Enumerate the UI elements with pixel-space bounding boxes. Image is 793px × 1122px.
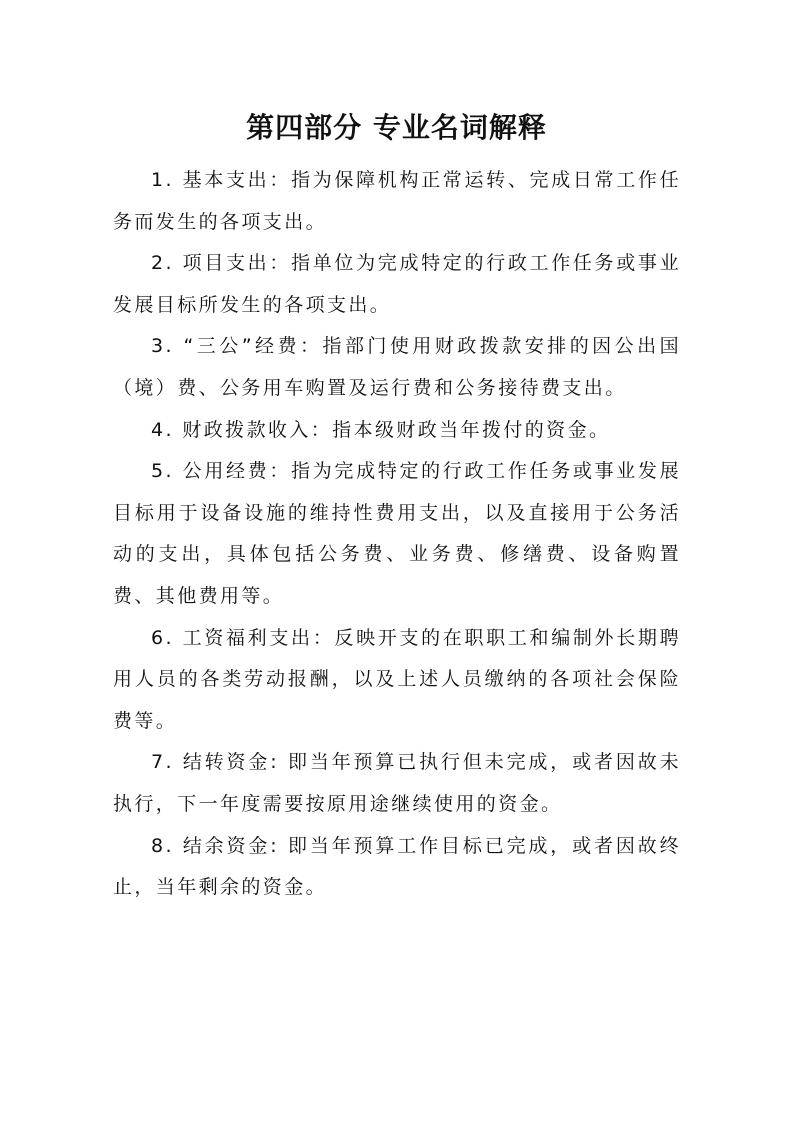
definition-term: 3. “三公”经费： [151,335,323,358]
definition-term: 8. 结余资金: [151,834,280,857]
definition-text: 即当年预算工作目标已完成，或者因故终止，当年剩余的资金。 [113,834,681,899]
definition-list [113,160,681,909]
definition-item-carryover-funds [113,742,681,825]
definition-item-basic-expenditure [113,160,681,243]
definition-term: 5. 公用经费： [151,460,292,483]
definition-text: 指单位为完成特定的行政工作任务或事业发展目标所发生的各项支出。 [113,252,681,316]
definition-item-surplus-funds [113,826,681,909]
definition-item-project-expenditure [113,243,681,326]
definition-text: 指部门使用财政拨款安排的因公出国（境）费、公务用车购置及运行费和公务接待费支出。 [113,335,682,399]
definition-term: 6. 工资福利支出： [151,626,335,649]
definition-item-public-funds [113,451,681,617]
definition-term: 4. 财政拨款收入： [151,418,333,441]
definition-text: 指本级财政当年拨付的资金。 [332,418,611,441]
definition-text: 反映开支的在职职工和编制外长期聘用人员的各类劳动报酬，以及上述人员缴纳的各项社会保险费等。 [113,626,681,732]
definition-item-three-public-funds [113,326,681,409]
definition-item-wage-welfare-expenditure [113,618,681,743]
definition-term: 1. 基本支出： [151,169,292,191]
definition-item-fiscal-appropriation-income [113,410,681,452]
definition-text: 指为完成特定的行政工作任务或事业发展目标用于设备设施的维持性费用支出，以及直接用于公务活动的支出，具体包括公务费、业务费、修缮费、设备购置费、其他费用等。 [113,460,681,607]
definition-term: 7. 结转资金: [151,751,280,774]
definition-text: 指为保障机构正常运转、完成日常工作任务而发生的各项支出。 [113,169,681,233]
page-title: 第四部分 专业名词解释 [246,111,547,144]
definition-term: 2. 项目支出： [151,252,292,275]
definition-text: 即当年预算已执行但未完成，或者因故未执行，下一年度需要按原用途继续使用的资金。 [113,751,681,815]
